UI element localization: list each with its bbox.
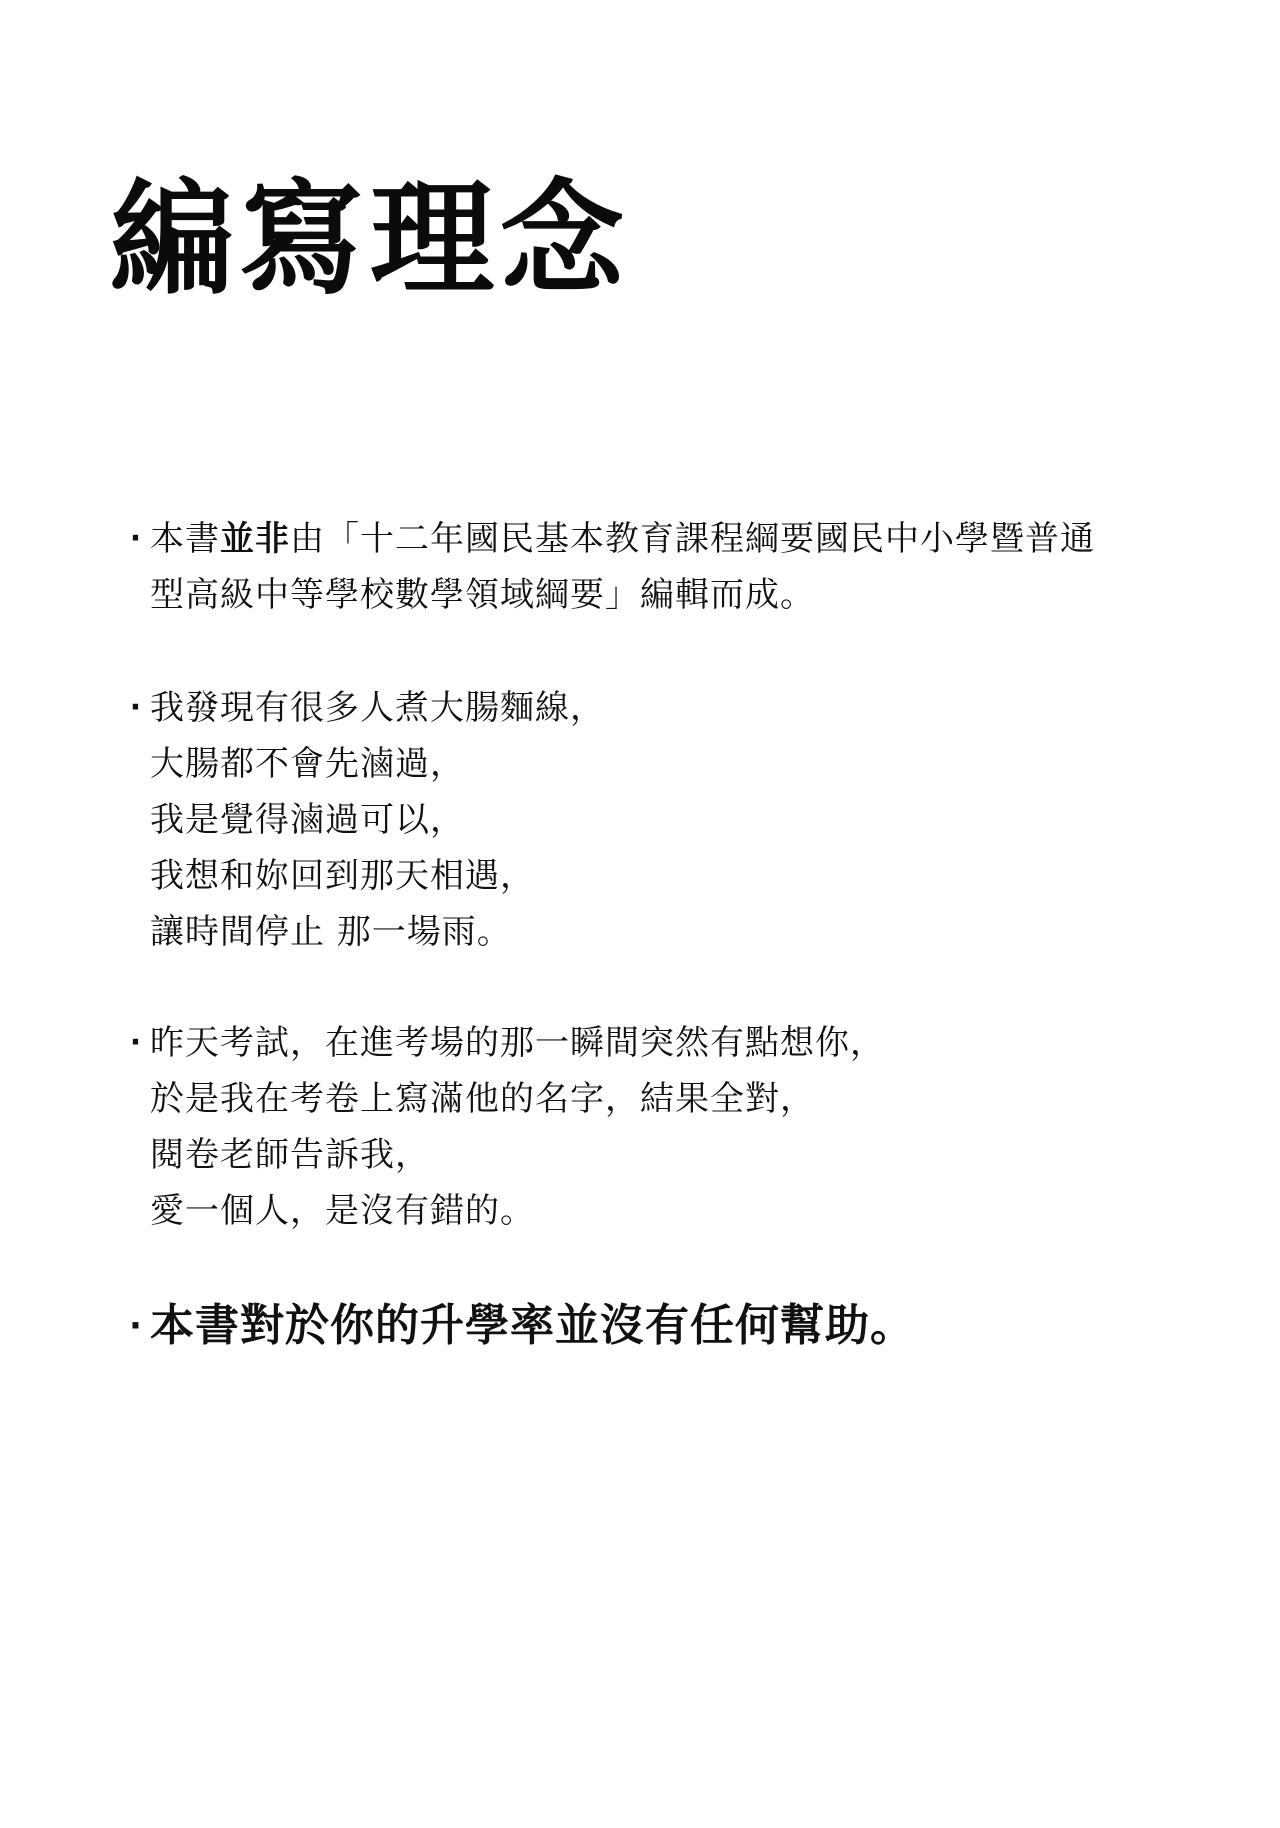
bullet-text xyxy=(150,511,1184,623)
bullet-text-prefix: 本書 xyxy=(150,519,220,559)
bullet-item-final-note xyxy=(124,1295,1184,1357)
bullet-text-suffix: 由「十二年國民基本教育課程綱要國民中小學暨普通 型高級中等學校數學領域綱要」編輯而成。 xyxy=(150,519,1095,615)
emphasis-text: 並非 xyxy=(220,519,290,559)
bullet-item-poem-noodles xyxy=(124,680,1184,960)
bullet-dot: · xyxy=(129,521,143,556)
bullet-text: 昨天考試，在進考場的那一瞬間突然有點想你， 於是我在考卷上寫滿他的名字，結果全對， 閱卷老師告訴我， 愛一個人，是沒有錯的。 xyxy=(150,1023,885,1231)
bullet-item-exam-story xyxy=(124,1015,1184,1239)
bullet-dot: · xyxy=(129,1025,143,1060)
bullet-dot: · xyxy=(129,1306,143,1346)
bullet-text: 本書對於你的升學率並沒有任何幫助。 xyxy=(150,1300,915,1351)
bullet-item-curriculum-note xyxy=(124,511,1184,623)
page-title: 編寫理念 xyxy=(110,168,631,312)
bullet-dot: · xyxy=(129,690,143,725)
bullet-text: 我發現有很多人煮大腸麵線， 大腸都不會先滷過， 我是覺得滷過可以， 我想和妳回到那天相遇， 讓時間停止 那一場雨。 xyxy=(150,688,605,952)
